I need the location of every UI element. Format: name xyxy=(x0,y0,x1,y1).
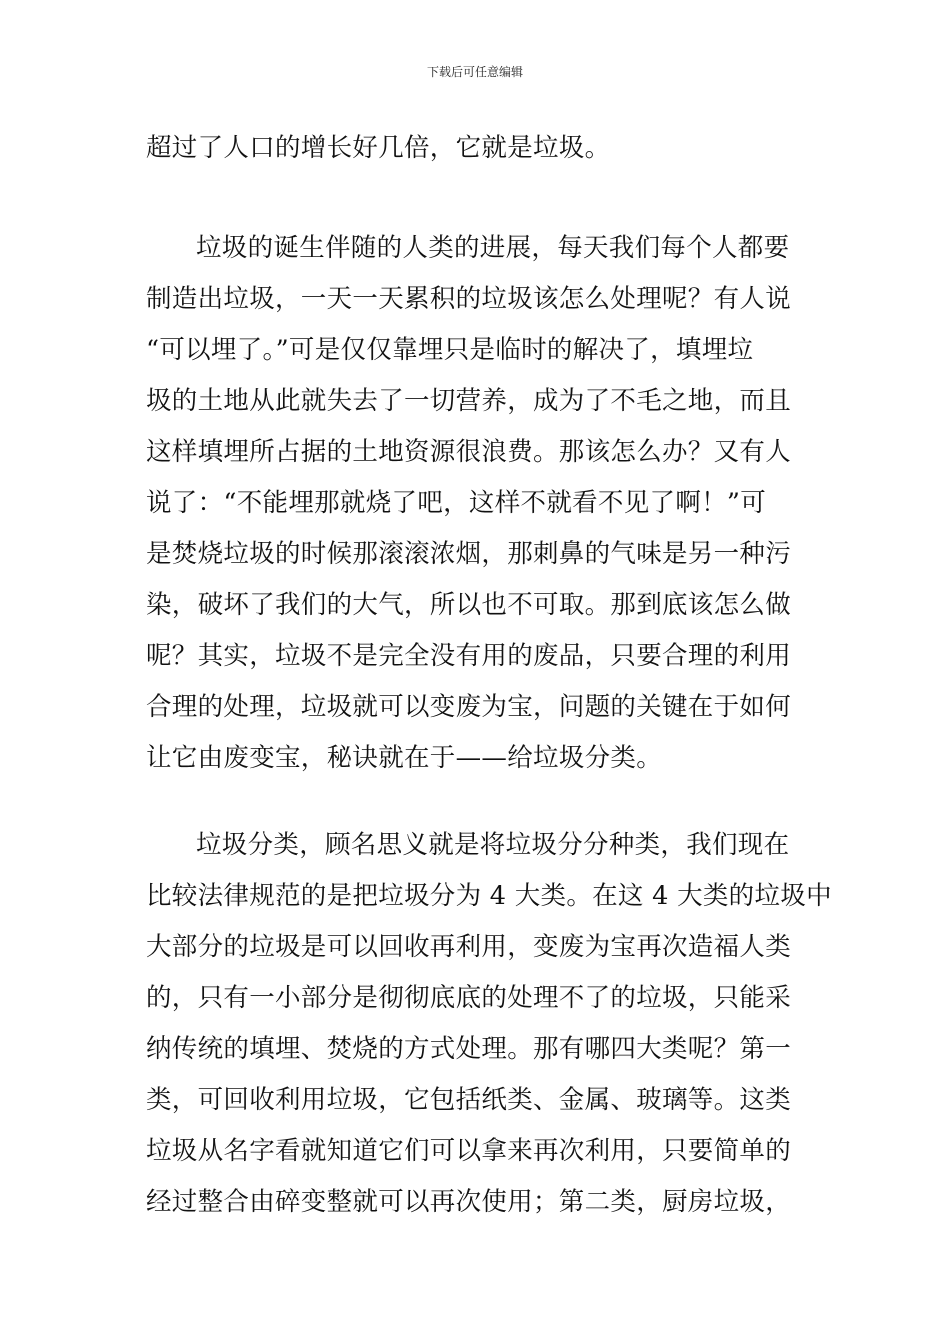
text-line: 圾的土地从此就失去了一切营养，成为了不毛之地，而且 xyxy=(146,386,792,416)
text-line: 让它由废变宝，秘诀就在于——给垃圾分类。 xyxy=(146,743,663,773)
text-line: 垃圾从名字看就知道它们可以拿来再次利用，只要简单的 xyxy=(146,1136,792,1166)
text-line: 染，破坏了我们的大气，所以也不可取。那到底该怎么做 xyxy=(146,590,792,620)
text-line: 合理的处理，垃圾就可以变废为宝，问题的关键在于如何 xyxy=(146,692,792,722)
text-line: 经过整合由碎变整就可以再次使用；第二类，厨房垃圾， xyxy=(146,1187,792,1217)
text-line: 垃圾分类，顾名思义就是将垃圾分分种类，我们现在 xyxy=(196,830,790,860)
text-line: 说了：“不能埋那就烧了吧，这样不就看不见了啊！”可 xyxy=(146,488,767,518)
text-line: 垃圾的诞生伴随的人类的进展，每天我们每个人都要 xyxy=(196,233,790,263)
text-line: 的，只有一小部分是彻彻底底的处理不了的垃圾，只能采 xyxy=(146,983,792,1013)
text-line: 类，可回收利用垃圾，它包括纸类、金属、玻璃等。这类 xyxy=(146,1085,792,1115)
text-line: 是焚烧垃圾的时候那滚滚浓烟，那刺鼻的气味是另一种污 xyxy=(146,539,792,569)
page-header: 下载后可任意编辑 xyxy=(426,65,523,79)
text-line: 制造出垃圾，一天一天累积的垃圾该怎么处理呢？有人说 xyxy=(146,284,792,314)
text-line: 这样填埋所占据的土地资源很浪费。那该怎么办？又有人 xyxy=(146,437,792,467)
text-line: 比较法律规范的是把垃圾分为 4 大类。在这 4 大类的垃圾中 xyxy=(146,881,832,911)
text-line: “可以埋了。”可是仅仅靠埋只是临时的解决了，填埋垃 xyxy=(146,335,754,365)
text-line: 超过了人口的增长好几倍，它就是垃圾。 xyxy=(146,133,611,163)
text-line: 呢？其实，垃圾不是完全没有用的废品，只要合理的利用 xyxy=(146,641,792,671)
text-line: 纳传统的填埋、焚烧的方式处理。那有哪四大类呢？第一 xyxy=(146,1034,792,1064)
text-line: 大部分的垃圾是可以回收再利用，变废为宝再次造福人类 xyxy=(146,932,792,962)
